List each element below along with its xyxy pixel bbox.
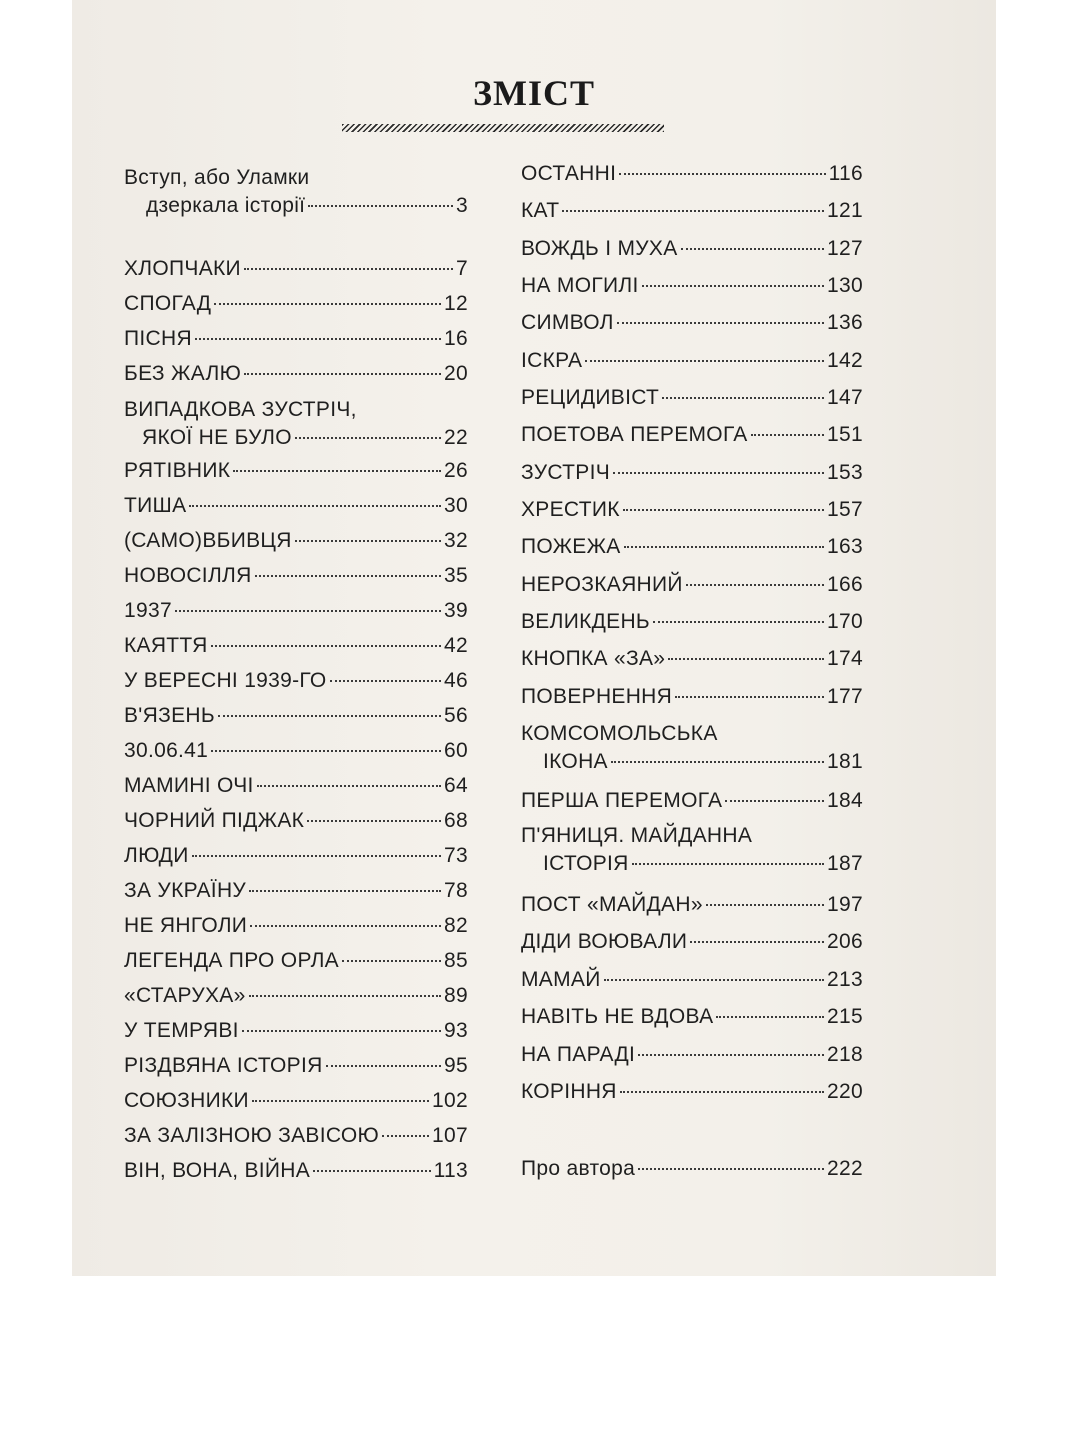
toc-entry-page-number: 136 <box>827 311 863 334</box>
toc-entry-page-number: 82 <box>444 914 468 937</box>
toc-entry[interactable] <box>124 807 468 835</box>
toc-entry-page-number: 130 <box>827 274 863 297</box>
dot-leader <box>214 303 441 305</box>
toc-entry-page-number: 121 <box>827 199 863 222</box>
toc-entry-title: (САМО)ВБИВЦЯ <box>124 529 292 552</box>
toc-entry[interactable] <box>124 1157 468 1185</box>
toc-entry-page-number: 163 <box>827 535 863 558</box>
toc-entry-title: У ТЕМРЯВІ <box>124 1019 239 1042</box>
toc-entry-title: ВОЖДЬ І МУХА <box>521 237 678 260</box>
dot-leader <box>638 1054 824 1056</box>
toc-entry-page-number: 35 <box>444 564 468 587</box>
toc-entry-page-number: 177 <box>827 685 863 708</box>
toc-entry-page-number: 39 <box>444 599 468 622</box>
toc-entry[interactable] <box>521 272 863 300</box>
toc-entry[interactable] <box>521 720 863 776</box>
toc-entry[interactable] <box>124 360 468 388</box>
toc-entry-page-number: 218 <box>827 1043 863 1066</box>
toc-entry[interactable] <box>521 384 863 412</box>
toc-entry[interactable] <box>124 290 468 318</box>
toc-entry[interactable] <box>124 492 468 520</box>
dot-leader <box>189 505 441 507</box>
dot-leader <box>613 472 824 474</box>
dot-leader <box>620 1091 824 1093</box>
toc-entry[interactable] <box>124 597 468 625</box>
toc-entry-title: 30.06.41 <box>124 739 209 762</box>
toc-entry-page-number: 147 <box>827 386 863 409</box>
dot-leader <box>257 785 441 787</box>
toc-entry-page-number: 187 <box>827 852 863 875</box>
dot-leader <box>255 575 441 577</box>
toc-entry[interactable] <box>521 683 863 711</box>
toc-entry-title: ІКОНА <box>543 750 608 773</box>
toc-entry-title: ЧОРНИЙ ПІДЖАК <box>124 809 305 832</box>
dot-leader <box>308 205 453 207</box>
dot-leader <box>218 715 441 717</box>
toc-entry-title-line: ВИПАДКОВА ЗУСТРІЧ, <box>124 398 357 421</box>
dot-leader <box>681 248 825 250</box>
toc-entry-title-line: Вступ, або Уламки <box>124 166 310 189</box>
dot-leader <box>252 1100 429 1102</box>
toc-entry-page-number: 170 <box>827 610 863 633</box>
toc-entry-title: Про автора <box>521 1157 636 1180</box>
toc-entry-page-number: 12 <box>444 292 468 315</box>
toc-entry-page-number: 93 <box>444 1019 468 1042</box>
toc-entry[interactable] <box>124 1122 468 1150</box>
book-page <box>72 0 996 1276</box>
dot-leader <box>307 820 441 822</box>
toc-entry-page-number: 64 <box>444 774 468 797</box>
dot-leader <box>192 855 441 857</box>
dot-leader <box>617 322 824 324</box>
toc-entry[interactable] <box>521 1041 863 1069</box>
toc-entry[interactable] <box>521 1155 863 1183</box>
toc-entry-page-number: 73 <box>444 844 468 867</box>
toc-entry[interactable] <box>124 702 468 730</box>
toc-entry-page-number: 85 <box>444 949 468 972</box>
dot-leader <box>562 210 824 212</box>
toc-entry-title: ТИША <box>124 494 187 517</box>
toc-entry-title-line: КОМСОМОЛЬСЬКА <box>521 722 718 745</box>
dot-leader <box>624 546 824 548</box>
toc-entry-title: ЯКОЇ НЕ БУЛО <box>142 426 292 449</box>
toc-entry-title: МАМАЙ <box>521 968 601 991</box>
dot-leader <box>706 904 824 906</box>
toc-entry-page-number: 174 <box>827 647 863 670</box>
toc-entry-title: ВЕЛИКДЕНЬ <box>521 610 650 633</box>
toc-entry[interactable] <box>521 1003 863 1031</box>
toc-entry[interactable] <box>521 160 863 188</box>
dot-leader <box>326 1065 441 1067</box>
toc-entry-page-number: 107 <box>432 1124 468 1147</box>
toc-entry[interactable] <box>124 527 468 555</box>
toc-entry-title: РЯТІВНИК <box>124 459 231 482</box>
toc-entry-page-number: 142 <box>827 349 863 372</box>
toc-entry-title: НЕРОЗКАЯНИЙ <box>521 573 683 596</box>
toc-entry[interactable] <box>124 772 468 800</box>
toc-entry-page-number: 127 <box>827 237 863 260</box>
toc-entry-title: РІЗДВЯНА ІСТОРІЯ <box>124 1054 323 1077</box>
dot-leader <box>211 750 441 752</box>
toc-entry[interactable] <box>124 877 468 905</box>
dot-leader <box>611 761 824 763</box>
dot-leader <box>330 680 441 682</box>
toc-entry-title: В'ЯЗЕНЬ <box>124 704 215 727</box>
toc-entry-page-number: 215 <box>827 1005 863 1028</box>
toc-entry-page-number: 184 <box>827 789 863 812</box>
toc-entry-page-number: 222 <box>827 1157 863 1180</box>
toc-entry-page-number: 102 <box>432 1089 468 1112</box>
toc-entry-page-number: 32 <box>444 529 468 552</box>
toc-entry-page-number: 220 <box>827 1080 863 1103</box>
toc-entry-title: ІСТОРІЯ <box>543 852 629 875</box>
dot-leader <box>686 584 824 586</box>
toc-entry-page-number: 22 <box>444 426 468 449</box>
dot-leader <box>244 373 441 375</box>
title-underline <box>342 124 664 132</box>
dot-leader <box>690 941 824 943</box>
dot-leader <box>604 979 824 981</box>
toc-entry-page-number: 197 <box>827 893 863 916</box>
toc-entry-page-number: 153 <box>827 461 863 484</box>
toc-entry-page-number: 3 <box>456 194 468 217</box>
toc-entry-page-number: 42 <box>444 634 468 657</box>
toc-entry-page-number: 16 <box>444 327 468 350</box>
toc-entry-page-number: 46 <box>444 669 468 692</box>
toc-entry[interactable] <box>521 1078 863 1106</box>
toc-entry-title: ПЕРША ПЕРЕМОГА <box>521 789 723 812</box>
dot-leader <box>668 658 824 660</box>
toc-entry[interactable] <box>124 947 468 975</box>
dot-leader <box>623 509 824 511</box>
toc-entry[interactable] <box>521 787 863 815</box>
toc-entry-page-number: 166 <box>827 573 863 596</box>
toc-entry-page-number: 95 <box>444 1054 468 1077</box>
toc-entry-title: ХРЕСТИК <box>521 498 620 521</box>
toc-entry[interactable] <box>124 1087 468 1115</box>
dot-leader <box>619 173 825 175</box>
toc-entry-title: МАМИНІ ОЧІ <box>124 774 254 797</box>
toc-entry-title: ПОВЕРНЕННЯ <box>521 685 673 708</box>
dot-leader <box>342 960 441 962</box>
toc-entry[interactable] <box>124 396 468 452</box>
toc-entry[interactable] <box>521 571 863 599</box>
dot-leader <box>211 645 441 647</box>
toc-entry-title: СПОГАД <box>124 292 212 315</box>
toc-entry-page-number: 26 <box>444 459 468 482</box>
dot-leader <box>632 863 824 865</box>
toc-entry-page-number: 181 <box>827 750 863 773</box>
toc-entry-title: ПОЕТОВА ПЕРЕМОГА <box>521 423 748 446</box>
toc-entry-title: СОЮЗНИКИ <box>124 1089 249 1112</box>
toc-entry[interactable] <box>521 966 863 994</box>
toc-entry-title: КНОПКА «ЗА» <box>521 647 666 670</box>
toc-entry[interactable] <box>521 421 863 449</box>
toc-entry-page-number: 151 <box>827 423 863 446</box>
dot-leader <box>382 1135 429 1137</box>
toc-entry[interactable] <box>521 235 863 263</box>
dot-leader <box>249 995 441 997</box>
toc-entry[interactable] <box>521 496 863 524</box>
toc-entry-title: КАЯТТЯ <box>124 634 208 657</box>
toc-entry[interactable] <box>521 928 863 956</box>
toc-entry-page-number: 7 <box>456 257 468 280</box>
toc-entry[interactable] <box>124 562 468 590</box>
toc-entry-title: ЗУСТРІЧ <box>521 461 611 484</box>
toc-entry-page-number: 113 <box>433 1159 468 1182</box>
toc-entry-page-number: 116 <box>828 162 863 185</box>
dot-leader <box>295 437 441 439</box>
dot-leader <box>675 696 824 698</box>
toc-entry-page-number: 68 <box>444 809 468 832</box>
toc-entry-title: ХЛОПЧАКИ <box>124 257 241 280</box>
toc-entry-page-number: 30 <box>444 494 468 517</box>
toc-entry-title: ЗА ЗАЛІЗНОЮ ЗАВІСОЮ <box>124 1124 380 1147</box>
dot-leader <box>642 285 824 287</box>
toc-entry[interactable] <box>124 1017 468 1045</box>
toc-entry-title: ПОСТ «МАЙДАН» <box>521 893 703 916</box>
toc-entry-title: ЛЮДИ <box>124 844 189 867</box>
dot-leader <box>751 434 825 436</box>
toc-entry-title: БЕЗ ЖАЛЮ <box>124 362 242 385</box>
toc-entry-page-number: 20 <box>444 362 468 385</box>
toc-entry[interactable] <box>521 459 863 487</box>
dot-leader <box>725 800 824 802</box>
dot-leader <box>250 925 441 927</box>
toc-entry-page-number: 78 <box>444 879 468 902</box>
toc-entry[interactable] <box>124 325 468 353</box>
toc-entry[interactable] <box>521 533 863 561</box>
toc-entry-title: НА МОГИЛІ <box>521 274 639 297</box>
dot-leader <box>242 1030 441 1032</box>
toc-entry-title: НА ПАРАДІ <box>521 1043 636 1066</box>
toc-entry-title: ПОЖЕЖА <box>521 535 621 558</box>
toc-entry[interactable] <box>521 608 863 636</box>
toc-entry-title: ЛЕГЕНДА ПРО ОРЛА <box>124 949 339 972</box>
toc-entry[interactable] <box>124 457 468 485</box>
toc-entry-title: У ВЕРЕСНІ 1939-ГО <box>124 669 327 692</box>
dot-leader <box>313 1170 431 1172</box>
toc-entry[interactable] <box>124 1052 468 1080</box>
toc-entry-title: КАТ <box>521 199 560 222</box>
toc-entry-title: НЕ ЯНГОЛИ <box>124 914 248 937</box>
page-title: ЗМІСТ <box>473 73 595 113</box>
toc-entry[interactable] <box>521 645 863 673</box>
toc-entry-title: ВІН, ВОНА, ВІЙНА <box>124 1159 311 1182</box>
toc-entry-page-number: 56 <box>444 704 468 727</box>
toc-entry[interactable] <box>521 197 863 225</box>
toc-entry-page-number: 213 <box>827 968 863 991</box>
dot-leader <box>244 268 453 270</box>
toc-entry[interactable] <box>124 912 468 940</box>
toc-entry[interactable] <box>521 822 863 878</box>
toc-entry-page-number: 60 <box>444 739 468 762</box>
toc-entry-title: 1937 <box>124 599 172 622</box>
toc-entry[interactable] <box>124 255 468 283</box>
toc-entry-title: ОСТАННІ <box>521 162 617 185</box>
dot-leader <box>295 540 441 542</box>
dot-leader <box>233 470 441 472</box>
toc-entry[interactable] <box>124 164 468 220</box>
toc-entry[interactable] <box>124 842 468 870</box>
toc-entry-page-number: 206 <box>827 930 863 953</box>
toc-entry[interactable] <box>124 632 468 660</box>
toc-entry-page-number: 89 <box>444 984 468 1007</box>
toc-entry-title: РЕЦИДИВІСТ <box>521 386 660 409</box>
toc-entry-title: ДІДИ ВОЮВАЛИ <box>521 930 688 953</box>
dot-leader <box>662 397 824 399</box>
toc-entry[interactable] <box>124 982 468 1010</box>
toc-entry[interactable] <box>521 347 863 375</box>
toc-entry[interactable] <box>521 891 863 919</box>
toc-entry-title-line: П'ЯНИЦЯ. МАЙДАННА <box>521 824 753 847</box>
toc-entry-title: СИМВОЛ <box>521 311 614 334</box>
dot-leader <box>638 1168 824 1170</box>
dot-leader <box>653 621 824 623</box>
toc-entry[interactable] <box>124 667 468 695</box>
toc-entry-title: НАВІТЬ НЕ ВДОВА <box>521 1005 714 1028</box>
dot-leader <box>249 890 441 892</box>
dot-leader <box>195 338 441 340</box>
toc-entry-title: ЗА УКРАЇНУ <box>124 879 247 902</box>
dot-leader <box>716 1016 824 1018</box>
toc-entry[interactable] <box>124 737 468 765</box>
dot-leader <box>585 360 824 362</box>
toc-entry-title: НОВОСІЛЛЯ <box>124 564 252 587</box>
toc-entry-title: «СТАРУХА» <box>124 984 246 1007</box>
toc-entry-title: дзеркала історії <box>146 194 306 217</box>
dot-leader <box>175 610 441 612</box>
toc-entry-page-number: 157 <box>827 498 863 521</box>
toc-entry-title: КОРІННЯ <box>521 1080 617 1103</box>
toc-entry-title: ПІСНЯ <box>124 327 192 350</box>
toc-entry[interactable] <box>521 309 863 337</box>
toc-entry-title: ІСКРА <box>521 349 583 372</box>
